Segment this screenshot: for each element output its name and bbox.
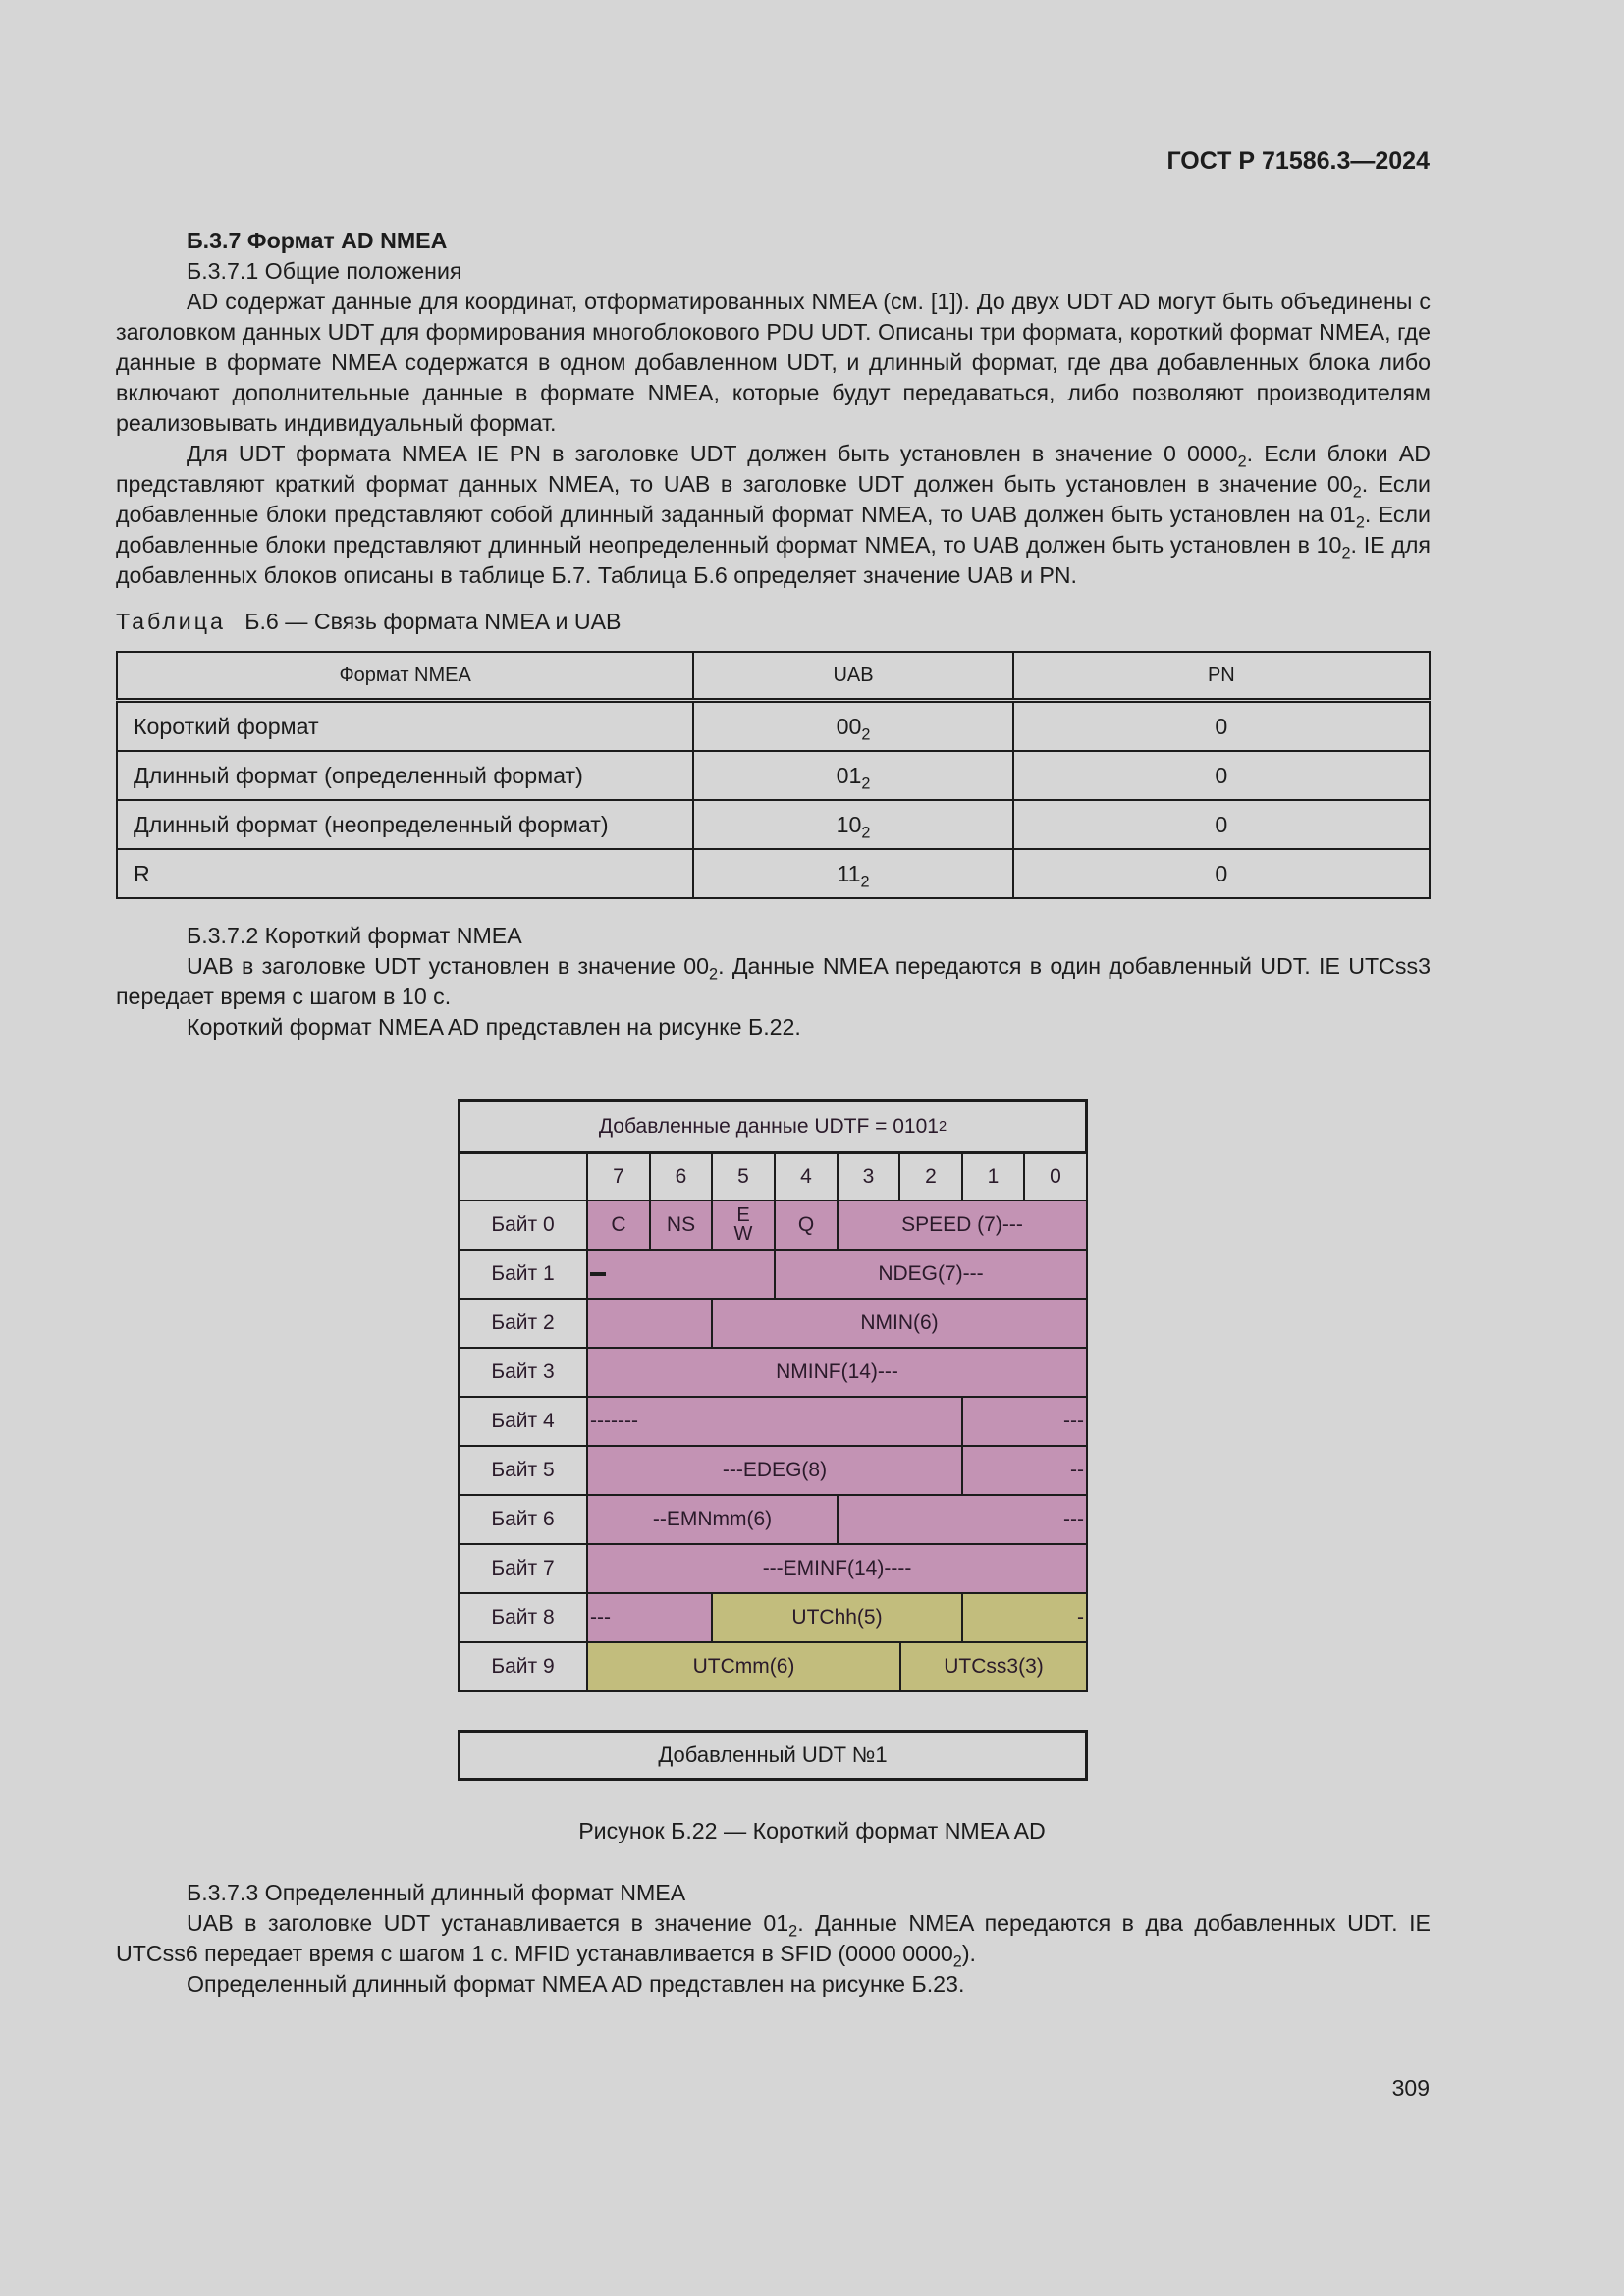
field-utcmm: UTCmm(6) bbox=[586, 1641, 901, 1692]
table-header-row bbox=[117, 652, 1430, 701]
field-edeg: ---EDEG(8) bbox=[586, 1445, 963, 1496]
bit-label: 0 bbox=[1023, 1152, 1088, 1201]
field-speed: SPEED (7)--- bbox=[837, 1200, 1088, 1251]
table-row bbox=[117, 751, 1430, 800]
format-cell: Длинный формат (определенный формат) bbox=[117, 751, 693, 800]
byte-label: Байт 9 bbox=[458, 1641, 588, 1692]
bit-label: 4 bbox=[774, 1152, 839, 1201]
bit-label: 2 bbox=[898, 1152, 963, 1201]
page-number: 309 bbox=[1391, 2075, 1430, 2101]
appended-udt-label: Добавленный UDT №1 bbox=[458, 1730, 1088, 1781]
subsection-title: Б.3.7.1 Общие положения bbox=[187, 258, 462, 284]
field-speed-continuation bbox=[586, 1249, 776, 1300]
field-utchh: UTChh(5) bbox=[711, 1592, 963, 1643]
bit-label: 5 bbox=[711, 1152, 776, 1201]
field-emnmm-start: -- bbox=[961, 1445, 1088, 1496]
byte-label: Байт 0 bbox=[458, 1200, 588, 1251]
paragraph: Короткий формат NMEA AD представлен на рисунке Б.22. bbox=[187, 1014, 801, 1040]
paragraph: UAB в заголовке UDT устанавливается в значение $01_2$. Данные NMEA передаются в два добавленных UDT. IE UTCss6 передает время с шагом 1 с. MFID устанавливается в SFID (0000 $0000_2$). bbox=[116, 1910, 1431, 1971]
byte-label: Байт 8 bbox=[458, 1592, 588, 1643]
format-cell: Длинный формат (неопределенный формат) bbox=[117, 800, 693, 849]
uab-cell: $11_2$ bbox=[693, 849, 1012, 898]
table-row bbox=[117, 800, 1430, 849]
section-title: Б.3.7 Формат AD NMEA bbox=[187, 228, 448, 253]
uab-cell: $01_2$ bbox=[693, 751, 1012, 800]
pn-cell: 0 bbox=[1013, 800, 1430, 849]
column-header: Формат NMEA bbox=[117, 652, 693, 701]
table-row bbox=[117, 849, 1430, 898]
field-ns: NS bbox=[649, 1200, 713, 1251]
field-eminf: ---EMINF(14)---- bbox=[586, 1543, 1088, 1594]
corner-cell bbox=[458, 1152, 588, 1201]
byte-label: Байт 7 bbox=[458, 1543, 588, 1594]
field-c: C bbox=[586, 1200, 651, 1251]
format-cell: Короткий формат bbox=[117, 701, 693, 752]
byte-label: Байт 5 bbox=[458, 1445, 588, 1496]
subsection-long-format bbox=[116, 1878, 1431, 2000]
paragraph: UAB в заголовке UDT установлен в значение $00_2$. Данные NMEA передаются в один добавленный UDT. IE UTCss3 передает время с шагом в 10 с. bbox=[116, 953, 1431, 1009]
subsection-short-format bbox=[116, 921, 1431, 1042]
document-id: ГОСТ Р 71586.3—2024 bbox=[1166, 147, 1430, 175]
byte-label: Байт 1 bbox=[458, 1249, 588, 1300]
field-ndeg-continuation bbox=[586, 1298, 713, 1349]
byte-label: Байт 3 bbox=[458, 1347, 588, 1398]
field-nmin: NMIN(6) bbox=[711, 1298, 1088, 1349]
bit-label: 3 bbox=[837, 1152, 900, 1201]
paragraph: AD содержат данные для координат, отформатированных NMEA (см. [1]). До двух UDT AD могут быть объединены с заголовком данных UDT для формирования многоблокового PDU UDT. Описаны три формата, короткий формат NMEA, где данные в формате NMEA содержатся в одном добавленном UDT, и длинный формат, где два добавленных блока либо включают дополнительные данные в формате NMEA, которые будут передаваться, либо позволяют производителям реализовывать индивидуальный формат. bbox=[116, 289, 1431, 436]
column-header: UAB bbox=[693, 652, 1012, 701]
field-edeg-start: --- bbox=[961, 1396, 1088, 1447]
figure-title: Добавленные данные UDTF = 0101 2 bbox=[458, 1099, 1088, 1154]
pn-cell: 0 bbox=[1013, 849, 1430, 898]
byte-label: Байт 6 bbox=[458, 1494, 588, 1545]
bit-label: 6 bbox=[649, 1152, 713, 1201]
pn-cell: 0 bbox=[1013, 751, 1430, 800]
bit-label: 7 bbox=[586, 1152, 651, 1201]
table-caption: Таблица Б.6 — Связь формата NMEA и UAB bbox=[116, 609, 622, 634]
field-eminf-start: --- bbox=[837, 1494, 1088, 1545]
format-cell: R bbox=[117, 849, 693, 898]
field-q: Q bbox=[774, 1200, 839, 1251]
field-utcmm-start: - bbox=[961, 1592, 1088, 1643]
paragraph: Для UDT формата NMEA IE PN в заголовке UDT должен быть установлен в значение 0 $0000_2$. Если блоки AD представляют краткий формат данных NMEA, то UAB в заголовке UDT должен быть установлен в значение $00_2$. Если добавленные блоки представляют собой длинный заданный формат NMEA, то UAB должен быть установлен на $01_2$. Если добавленные блоки представляют длинный неопределенный формат NMEA, то UAB должен быть установлен в $10_2$. IE для добавленных блоков описаны в таблице Б.7. Таблица Б.6 определяет значение UAB и PN. bbox=[116, 441, 1431, 588]
bit-label: 1 bbox=[961, 1152, 1025, 1201]
byte-label: Байт 4 bbox=[458, 1396, 588, 1447]
pn-cell: 0 bbox=[1013, 701, 1430, 752]
continuation-dash bbox=[590, 1272, 606, 1276]
subsection-title: Б.3.7.2 Короткий формат NMEA bbox=[187, 923, 522, 948]
section-body bbox=[116, 226, 1431, 591]
field-eminf-continuation: --- bbox=[586, 1592, 713, 1643]
subsection-title: Б.3.7.3 Определенный длинный формат NMEA bbox=[187, 1880, 686, 1905]
byte-label: Байт 2 bbox=[458, 1298, 588, 1349]
field-emnmm: --EMNmm(6) bbox=[586, 1494, 839, 1545]
uab-cell: $00_2$ bbox=[693, 701, 1012, 752]
table-row bbox=[117, 701, 1430, 752]
figure-bit-layout bbox=[458, 1099, 1088, 1690]
uab-cell: $10_2$ bbox=[693, 800, 1012, 849]
field-ndeg: NDEG(7)--- bbox=[774, 1249, 1088, 1300]
column-header: PN bbox=[1013, 652, 1430, 701]
field-nminf-continuation: ------- bbox=[586, 1396, 963, 1447]
figure-caption: Рисунок Б.22 — Короткий формат NMEA AD bbox=[578, 1818, 1046, 1843]
field-utcss3: UTCss3(3) bbox=[899, 1641, 1088, 1692]
field-ew: E W bbox=[711, 1200, 776, 1251]
table-nmea-uab bbox=[116, 651, 1431, 899]
field-nminf: NMINF(14)--- bbox=[586, 1347, 1088, 1398]
paragraph: Определенный длинный формат NMEA AD представлен на рисунке Б.23. bbox=[187, 1971, 965, 1997]
